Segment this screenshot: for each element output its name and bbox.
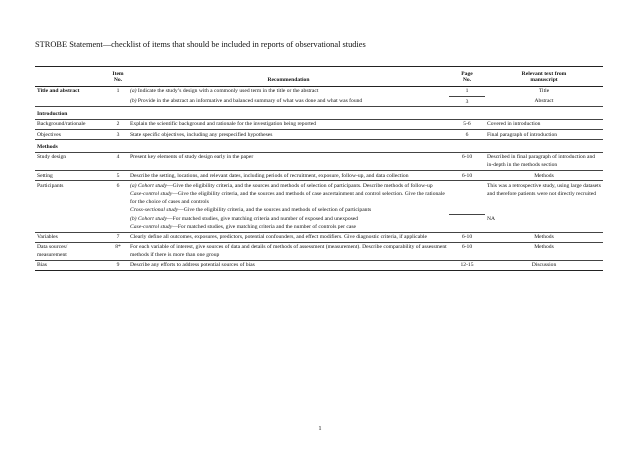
recommendation-text: For each variable of interest, give sources of data and details of methods of assessment (measurement). Describe comparability of assessment methods if there is more than one group	[128, 242, 449, 260]
row-label-title-abstract: Title and abstract	[37, 88, 80, 95]
section-row-methods	[35, 140, 603, 153]
section-row-introduction	[35, 107, 603, 120]
rec-study-type: Cross-sectional study	[130, 206, 179, 213]
header-relevant-line2: manuscript	[530, 77, 558, 84]
header-relevant-text	[485, 67, 603, 87]
relevant-text: NA	[487, 215, 496, 222]
rec-prefix: (b)	[130, 98, 137, 105]
recommendation-text	[128, 86, 449, 96]
table-row	[35, 242, 603, 260]
relevant-text: Methods	[485, 232, 603, 242]
rec-study-type: Cohort study	[137, 215, 167, 222]
section-heading: Introduction	[35, 107, 603, 120]
relevant-text: Covered in introduction	[485, 119, 603, 129]
rec-body: —Give the eligibility criteria, and the sources and methods of selection of participants. Describe methods of follow-up	[167, 182, 433, 189]
table-row	[35, 97, 603, 107]
table-row	[35, 170, 603, 180]
item-no: 3	[108, 129, 128, 139]
item-no: 4	[108, 152, 128, 170]
item-no: 7	[108, 232, 128, 242]
header-item-line2: No.	[113, 77, 123, 84]
row-label: Background/rationale	[35, 119, 108, 129]
recommendation-text: Describe the setting, locations, and relevant dates, including periods of recruitment, exposure, follow-up, and data collection	[128, 170, 449, 180]
header-relevant-line1: Relevant text from	[521, 71, 567, 77]
table-row	[35, 129, 603, 139]
item-no: 1	[116, 88, 120, 95]
rec-body: —Give the eligibility criteria, and the sources and methods of selection of participants	[178, 206, 372, 213]
page-no: 3	[449, 97, 485, 107]
rec-body: Provide in the abstract an informative and balanced summary of what was done and what was found	[136, 98, 363, 105]
page-no: 1	[465, 88, 469, 95]
recommendation-text: State specific objectives, including any prespecified hypotheses	[128, 129, 449, 139]
recommendation-text: Clearly define all outcomes, exposures, predictors, potential confounders, and effect modifiers. Give diagnostic criteria, if applicable	[128, 232, 449, 242]
table-row	[35, 232, 603, 242]
rec-study-type: Case-control study	[130, 190, 173, 197]
row-label-line1: Data sources/	[37, 244, 68, 251]
document-title: STROBE Statement—checklist of items that should be included in reports of observational studies	[35, 40, 366, 49]
recommendation-text: Explain the scientific background and rationale for the investigation being reported	[128, 119, 449, 129]
page-no: 6-10	[449, 170, 485, 180]
header-page-line1: Page	[461, 71, 473, 77]
relevant-text: Described in final paragraph of introduction and in-depth in the methods section	[485, 152, 603, 170]
table-row	[35, 214, 603, 232]
table-header-row	[35, 67, 603, 87]
header-page-no	[449, 67, 485, 87]
item-no: 5	[108, 170, 128, 180]
page-no: 6-10	[449, 242, 485, 260]
page-no: 5-6	[449, 119, 485, 129]
page-number: 1	[318, 425, 322, 432]
row-label: Study design	[35, 152, 108, 170]
table-row	[35, 260, 603, 270]
rec-prefix: (a)	[130, 182, 137, 189]
item-no: 8*	[108, 242, 128, 260]
item-no: 2	[108, 119, 128, 129]
rec-study-type: Cohort study	[137, 182, 167, 189]
header-item-no	[108, 67, 128, 87]
recommendation-text	[128, 214, 449, 232]
table-row	[35, 86, 603, 96]
rec-body: Indicate the study’s design with a commonly used term in the title or the abstract	[136, 88, 319, 95]
relevant-text: Methods	[485, 242, 603, 260]
relevant-text: Discussion	[485, 260, 603, 270]
rec-body: —For matched studies, give matching criteria and number of exposed and unexposed	[167, 215, 359, 222]
table-row	[35, 181, 603, 215]
relevant-text: This was a retrospective study, using large datasets and therefore patients were not directly recruited	[485, 181, 603, 215]
recommendation-text	[128, 181, 449, 215]
header-page-line2: No.	[462, 77, 472, 84]
recommendation-text	[128, 97, 449, 107]
header-section	[35, 67, 108, 87]
page-no: 6-10	[449, 152, 485, 170]
header-item-line1: Item	[112, 71, 124, 77]
row-label: Participants	[35, 181, 108, 215]
section-heading: Methods	[35, 140, 603, 153]
row-label: Variables	[35, 232, 108, 242]
relevant-text: Final paragraph of introduction	[485, 129, 603, 139]
relevant-text: Title	[538, 88, 550, 95]
table-row	[35, 152, 603, 170]
table-row	[35, 119, 603, 129]
row-label-line2: measurement	[37, 252, 67, 259]
page-no: 6-10	[449, 232, 485, 242]
row-label	[35, 242, 108, 260]
rec-study-type: Case-control study	[130, 223, 173, 230]
row-label: Objectives	[35, 129, 108, 139]
item-no: 9	[108, 260, 128, 270]
strobe-checklist-table	[35, 66, 603, 271]
header-recommendation: Recommendation	[128, 67, 449, 87]
rec-prefix: (a)	[130, 88, 137, 95]
item-no: 6	[108, 181, 128, 215]
row-label: Setting	[35, 170, 108, 180]
rec-prefix: (b)	[130, 215, 137, 222]
recommendation-text: Describe any efforts to address potential sources of bias	[128, 260, 449, 270]
rec-body: —Give the eligibility criteria, and the sources and methods of case ascertainment and control selection. Give the rationale for the choice of cases and controls	[130, 190, 445, 205]
rec-body: —For matched studies, give matching criteria and the number of controls per case	[172, 223, 356, 230]
page-no: 12-15	[449, 260, 485, 270]
relevant-text: Methods	[485, 170, 603, 180]
row-label: Bias	[35, 260, 108, 270]
page-no: 6	[449, 129, 485, 139]
relevant-text: Abstract	[534, 98, 554, 105]
recommendation-text: Present key elements of study design early in the paper	[128, 152, 449, 170]
